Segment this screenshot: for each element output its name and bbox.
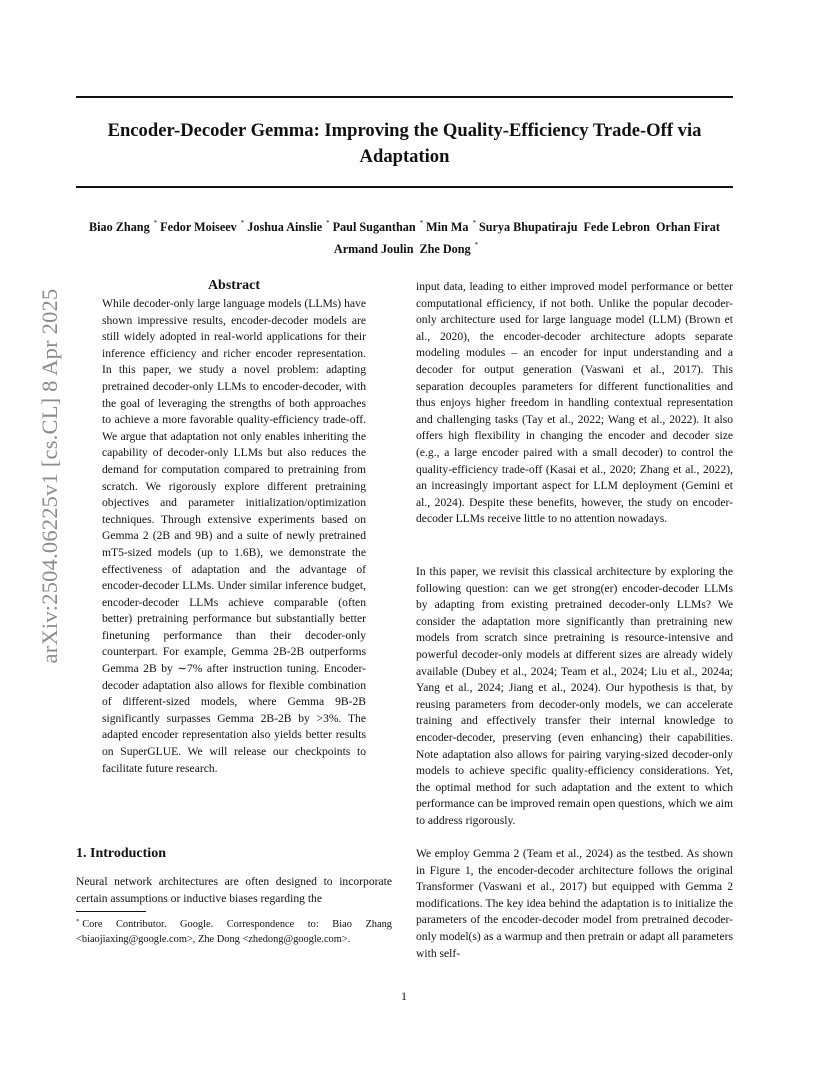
author-affiliation-mark: * bbox=[153, 219, 158, 227]
author-name: Fedor Moiseev bbox=[160, 220, 237, 234]
right-column-paragraph-2: In this paper, we revisit this classical architecture by exploring the following question: can we get strong(er) encoder-decoder LLMs by adapting from existing pretrained decoder-only LLMs? We consider the adaptation more significantly than pretraining new models from scratch since pretraining is resource-intensive and powerful decoder-only models at different sizes are already widely available (Dubey et al., 2024; Team et al., 2024; Liu et al., 2024a; Yang et al., 2024; Jiang et al., 2024). Our hypothesis is that, by reusing parameters from decoder-only models, we can accelerate training and effectively transfer their internal knowledge to encoder-decoder, preserving (even enhancing) their capabilities. Note adaptation also allows for pairing varying-sized decoder-only models to achieve specific quality-efficiency considerations. Yet, the optimal method for such adaptation and the extent to which performance can be improved remain open questions, which we aim to address rigorously. bbox=[416, 565, 733, 827]
abstract-heading: Abstract bbox=[207, 278, 261, 293]
author-name: Joshua Ainslie bbox=[247, 220, 323, 234]
author-affiliation-mark: * bbox=[472, 219, 476, 227]
intro-paragraph-1: Neural network architectures are often designed to incorporate certain assumptions or inductive biases regarding the bbox=[76, 875, 392, 905]
page-number: 1 bbox=[401, 989, 407, 1003]
footnote bbox=[76, 914, 392, 947]
author-name: Surya Bhupatiraju bbox=[478, 220, 578, 234]
author-name: Min Ma bbox=[426, 220, 469, 234]
section-heading-introduction: 1. Introduction bbox=[76, 846, 166, 861]
title-bottom-rule bbox=[76, 186, 733, 188]
arxiv-identifier: arXiv:2504.06225v1 [cs.CL] 8 Apr 2025 bbox=[37, 288, 62, 664]
author-name: Armand Joulin bbox=[333, 242, 414, 256]
author-affiliation-mark: * bbox=[240, 219, 245, 227]
author-name: Biao Zhang bbox=[89, 220, 150, 234]
author-name: Orhan Firat bbox=[655, 220, 720, 234]
author-affiliation-mark: * bbox=[419, 219, 424, 227]
title-top-rule bbox=[76, 96, 733, 98]
footnote-mark: * bbox=[76, 918, 80, 925]
paper-title: Encoder-Decoder Gemma: Improving the Quality-Efficiency Trade-Off via Adaptation bbox=[107, 120, 702, 167]
right-column-paragraph-1: input data, leading to either improved model performance or better computational efficiency, if not both. Unlike the popular decoder-only architecture used for large language model (LLM) (Brown et al., 2020), the encoder-decoder architecture adopts separate modeling modules – an encoder for input understanding and a decoder for output generation (Vaswani et al., 2017). This separation decouples parameters for different functionalities and thus enjoys higher freedom in handling contextual representation and challenging tasks (Tay et al., 2022; Wang et al., 2022). It also offers high flexibility in changing the encoder and decoder size (e.g., a large encoder paired with a small decoder) to control the quality-efficiency trade-off (Kasai et al., 2020; Zhang et al., 2022), an increasingly important aspect for LLM deployment (Gemini et al., 2024). Despite these benefits, however, the study on encoder-decoder LLMs receive little to no attention nowadays. bbox=[416, 280, 733, 526]
author-name: Paul Suganthan bbox=[332, 220, 416, 234]
author-name: Fede Lebron bbox=[583, 220, 650, 234]
abstract-text: While decoder-only large language models (LLMs) have shown impressive results, encoder-decoder models are still widely adopted in real-world applications for their inference efficiency and richer encoder representation. In this paper, we study a novel problem: adapting pretrained decoder-only LLMs to encoder-decoder, with the goal of leveraging the strengths of both approaches to achieve a more favorable quality-efficiency trade-off. We argue that adaptation not only enables inheriting the capability of decoder-only LLMs but also reduces the demand for computation compared to pretraining from scratch. We rigorously explore different pretraining objectives and parameter initialization/optimization techniques. Through extensive experiments based on Gemma 2 (2B and 9B) and a suite of newly pretrained mT5-sized models (up to 1.6B), we demonstrate the effectiveness of adaptation and the advantage of encoder-decoder LLMs. Under similar inference budget, encoder-decoder LLMs achieve comparable (often better) pretraining performance but substantially better finetuning performance than their decoder-only counterpart. For example, Gemma 2B-2B outperforms Gemma 2B by ∼7% after instruction tuning. Encoder-decoder adaptation also allows for flexible combination of different-sized models, where Gemma 9B-2B significantly surpasses Gemma 2B-2B by >3%. The adapted encoder representation also yields better results on SuperGLUE. We will release our checkpoints to facilitate future research. bbox=[102, 297, 366, 775]
footnote-rule bbox=[76, 911, 146, 912]
author-affiliation-mark: * bbox=[474, 241, 479, 249]
right-column-paragraph-3: We employ Gemma 2 (Team et al., 2024) as the testbed. As shown in Figure 1, the encoder-decoder architecture follows the original Transformer (Vaswani et al., 2017) but equipped with Gemma 2 modifications. The key idea behind the adaptation is to initialize the parameters of the encoder-decoder model from pretrained decoder-only model(s) as a warmup and then pretrain or adapt all parameters with self- bbox=[416, 847, 733, 960]
footnote-text: Core Contributor. Google. Correspondence to: Biao Zhang <biaojiaxing@google.com>, Zhe Dong <zhedong@google.com>. bbox=[76, 919, 392, 945]
author-affiliation-mark: * bbox=[326, 219, 330, 227]
author-list bbox=[76, 214, 733, 258]
author-name: Zhe Dong bbox=[419, 242, 471, 256]
